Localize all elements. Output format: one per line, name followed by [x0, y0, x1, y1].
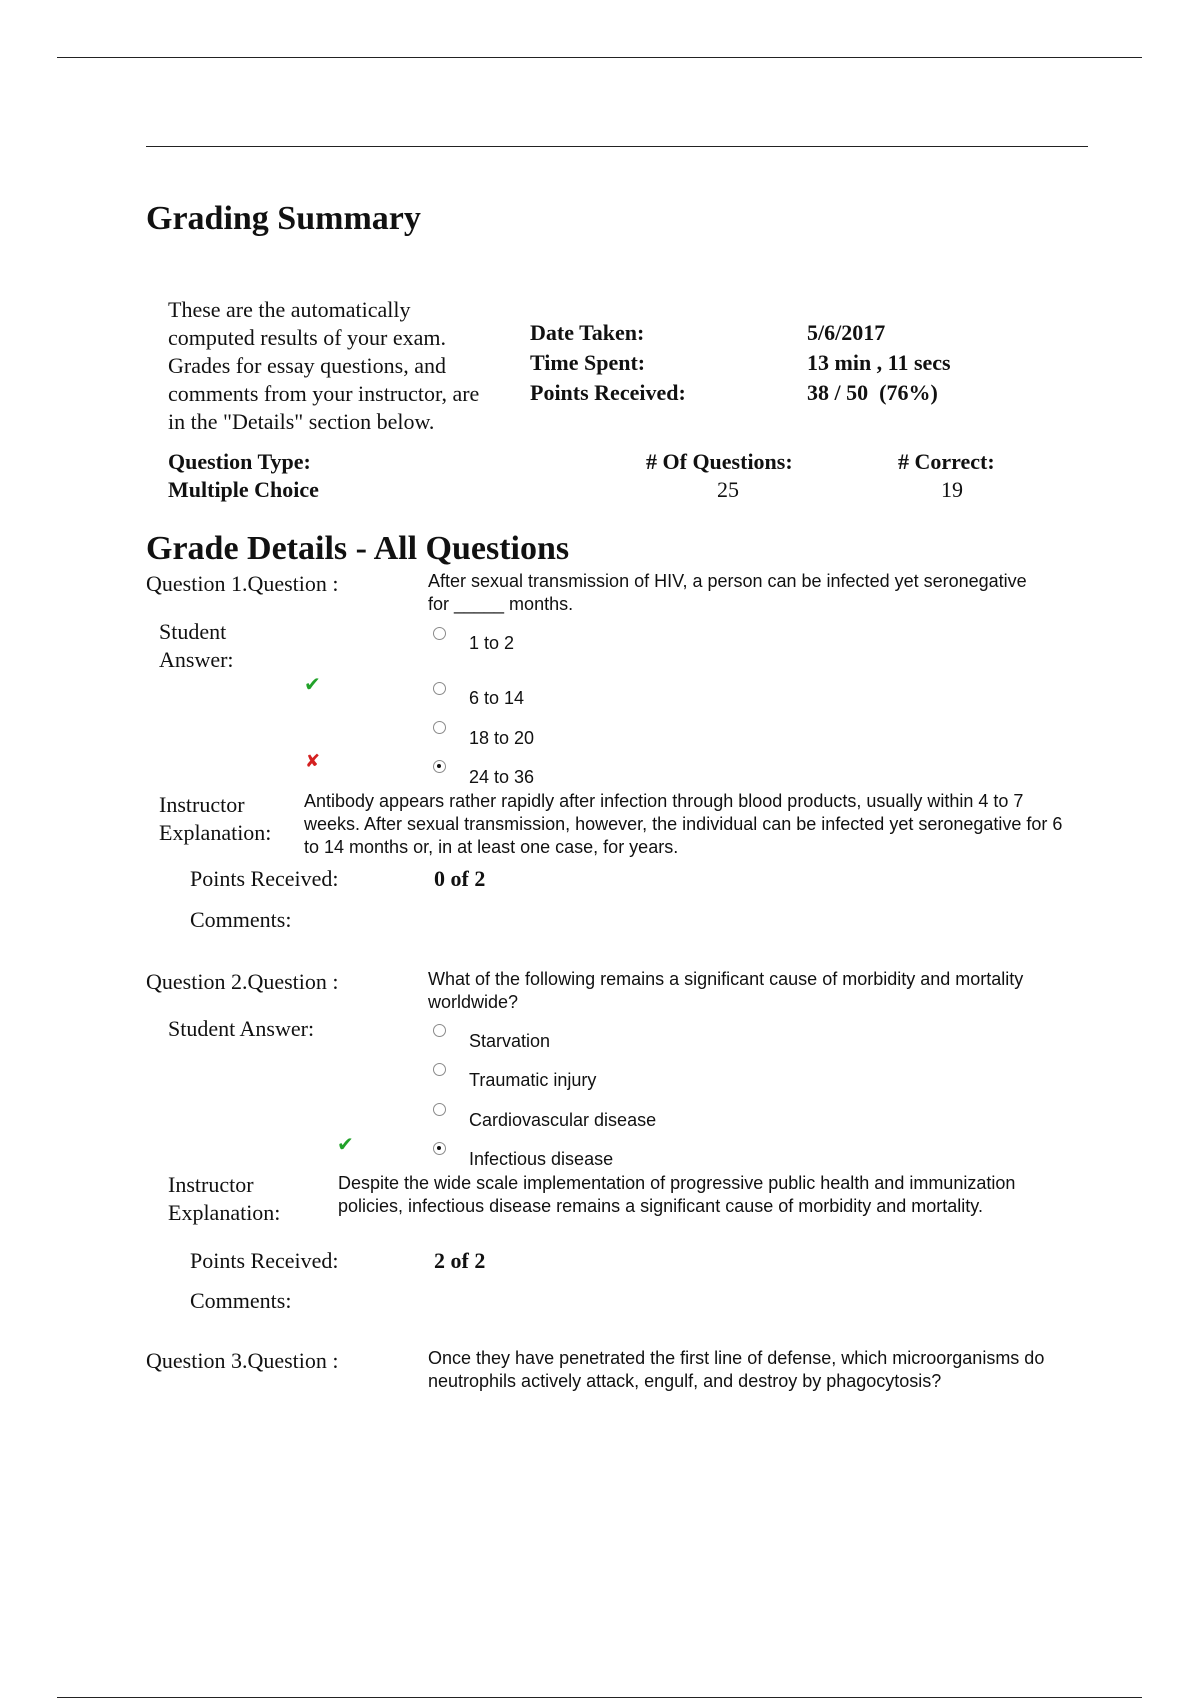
- summary-intro-line: These are the automatically: [168, 297, 411, 322]
- question-2-student-answer-label: Student Answer:: [168, 1016, 315, 1041]
- time-spent-label: Time Spent:: [530, 350, 646, 375]
- question-1-points-label: Points Received:: [190, 866, 339, 891]
- summary-intro-line: comments from your instructor, are: [168, 381, 480, 406]
- question-2-points-value: 2 of 2: [434, 1248, 486, 1273]
- q2-option-label: Infectious disease: [469, 1149, 614, 1169]
- question-1-label: Question 1.Question :: [146, 571, 339, 596]
- summary-intro: [168, 296, 528, 436]
- question-2-text: What of the following remains a significant cause of morbidity and mortality worldwide?: [428, 969, 1024, 1012]
- question-1-student-answer-label: Student Answer:: [159, 619, 234, 672]
- q2-option-label: Cardiovascular disease: [469, 1110, 657, 1130]
- q2-option-label: Starvation: [469, 1031, 551, 1051]
- points-received-label: Points Received:: [530, 380, 686, 405]
- q2-option-radio[interactable]: [433, 1103, 446, 1116]
- num-questions-header: # Of Questions:: [646, 449, 793, 474]
- q1-option-label: 24 to 36: [469, 767, 535, 787]
- question-3-label: Question 3.Question :: [146, 1348, 339, 1373]
- q1-option-label: 1 to 2: [469, 633, 515, 653]
- summary-intro-line: computed results of your exam.: [168, 325, 446, 350]
- check-icon: ✔: [304, 672, 321, 696]
- question-2-comments-label: Comments:: [190, 1288, 292, 1313]
- grade-details-title: Grade Details - All Questions: [146, 530, 570, 567]
- top-page-rule: [57, 57, 1142, 58]
- q1-option-radio[interactable]: [433, 721, 446, 734]
- q2-option-label: Traumatic injury: [469, 1070, 597, 1090]
- question-3-text: Once they have penetrated the first line of defense, which microorganisms do neutrophils actively attack, engulf, and destroy by phagocytosis?: [428, 1348, 1045, 1391]
- question-type-header: Question Type:: [168, 449, 311, 474]
- question-1-explanation: Antibody appears rather rapidly after infection through blood products, usually within 4 to 7 weeks. After sexual transmission, however, the individual can be infected yet seronegative for 6 to 14 months or, in at least one case, for years.: [304, 791, 1063, 857]
- question-2-label: Question 2.Question :: [146, 969, 339, 994]
- date-taken-value: 5/6/2017: [807, 320, 886, 345]
- points-received-value: 38 / 50 (76%): [807, 380, 938, 405]
- question-1-text: After sexual transmission of HIV, a person can be infected yet seronegative for _____ months.: [428, 571, 1027, 614]
- summary-intro-line: in the "Details" section below.: [168, 409, 435, 434]
- q1-option-radio-selected[interactable]: [433, 760, 446, 773]
- grading-summary-title: Grading Summary: [146, 200, 421, 237]
- num-correct-header: # Correct:: [898, 449, 995, 474]
- q1-option-label: 6 to 14: [469, 688, 525, 708]
- question-2-explanation-label: Instructor Explanation:: [168, 1172, 281, 1225]
- q2-option-radio[interactable]: [433, 1063, 446, 1076]
- q1-option-radio[interactable]: [433, 627, 446, 640]
- summary-intro-line: Grades for essay questions, and: [168, 353, 446, 378]
- header-rule: [146, 146, 1088, 147]
- cross-icon: ✘: [305, 751, 321, 772]
- num-questions-value: 25: [717, 477, 739, 502]
- question-2-points-label: Points Received:: [190, 1248, 339, 1273]
- bottom-page-rule: [57, 1697, 1142, 1698]
- check-icon: ✔: [337, 1132, 354, 1156]
- q1-option-radio[interactable]: [433, 682, 446, 695]
- question-1-explanation-label: Instructor Explanation:: [159, 792, 272, 845]
- num-correct-value: 19: [941, 477, 963, 502]
- q2-option-radio[interactable]: [433, 1024, 446, 1037]
- date-taken-label: Date Taken:: [530, 320, 645, 345]
- q1-option-label: 18 to 20: [469, 728, 535, 748]
- question-2-explanation: Despite the wide scale implementation of progressive public health and immunization policies, infectious disease remains a significant cause of morbidity and mortality.: [338, 1173, 1016, 1216]
- time-spent-value: 13 min , 11 secs: [807, 350, 951, 375]
- q2-option-radio-selected[interactable]: [433, 1142, 446, 1155]
- question-type-value: Multiple Choice: [168, 477, 319, 502]
- question-1-comments-label: Comments:: [190, 907, 292, 932]
- question-1-points-value: 0 of 2: [434, 866, 486, 891]
